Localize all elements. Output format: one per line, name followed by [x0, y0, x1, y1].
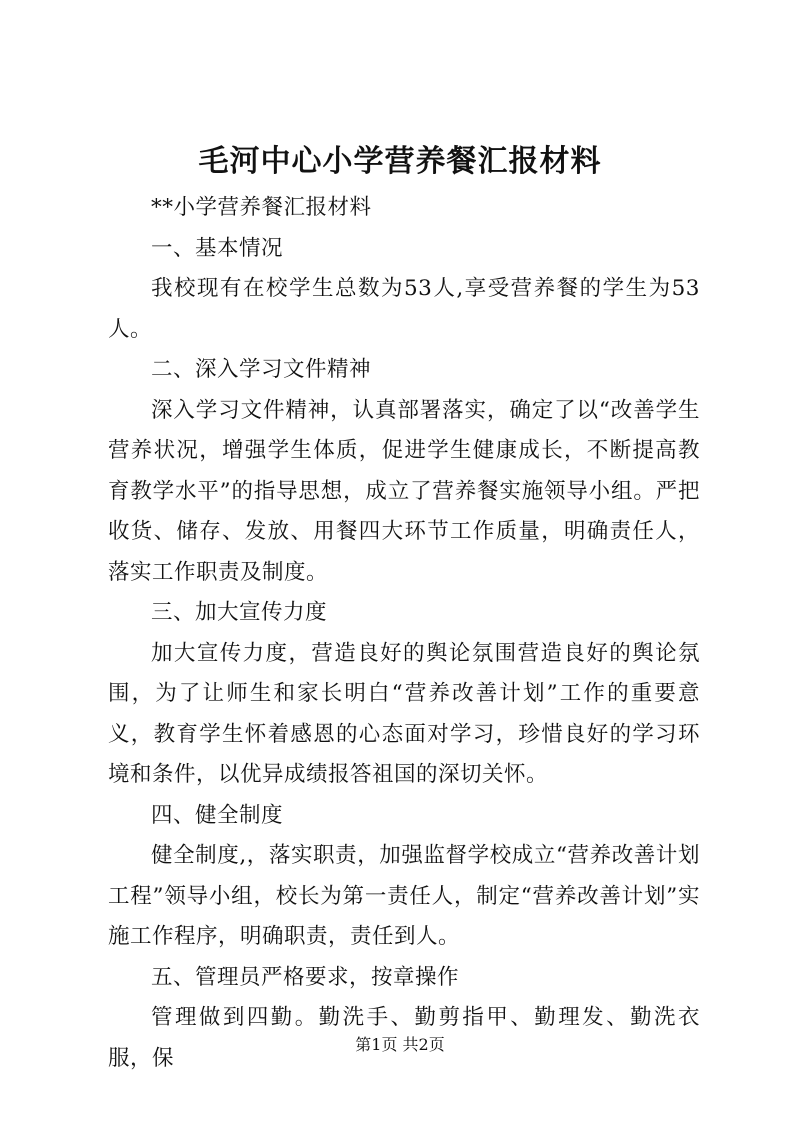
paragraph-system: 健全制度,，落实职责，加强监督学校成立“营养改善计划工程”领导小组，校长为第一责任人，制定“营养改善计划”实施工作程序，明确职责，责任到人。 [108, 843, 700, 949]
paragraph-publicity: 加大宣传力度，营造良好的舆论氛围营造良好的舆论氛围，为了让师生和家长明白“营养改善计划”工作的重要意义，教育学生怀着感恩的心态面对学习，珍惜良好的学习环境和条件，以优异成绩报答祖国的深切关怀。 [108, 640, 700, 787]
document-body [108, 188, 700, 1079]
subtitle-paragraph: **小学营养餐汇报材料 [151, 195, 372, 220]
section-heading-publicity: 三、加大宣传力度 [151, 600, 328, 625]
document-title: 毛河中心小学营养餐汇报材料 [198, 144, 602, 179]
section-heading-study-documents: 二、深入学习文件精神 [151, 357, 372, 382]
section-heading-administrator: 五、管理员严格要求，按章操作 [151, 964, 460, 990]
page-footer: 第1页 共2页 [355, 1035, 445, 1054]
paragraph-basic-info: 我校现有在校学生总数为53人,享受营养餐的学生为53人。 [108, 276, 700, 342]
paragraph-study-documents: 深入学习文件精神，认真部署落实，确定了以“改善学生营养状况，增强学生体质，促进学生健康成长，不断提高教育教学水平”的指导思想，成立了营养餐实施领导小组。严把收货、储存、发放、用餐四大环节工作质量，明确责任人，落实工作职责及制度。 [108, 397, 700, 585]
paragraph-administrator: 管理做到四勤。勤洗手、勤剪指甲、勤理发、勤洗衣服，保 [108, 1005, 700, 1071]
section-heading-system: 四、健全制度 [151, 802, 284, 828]
section-heading-basic-info: 一、基本情况 [151, 235, 284, 261]
